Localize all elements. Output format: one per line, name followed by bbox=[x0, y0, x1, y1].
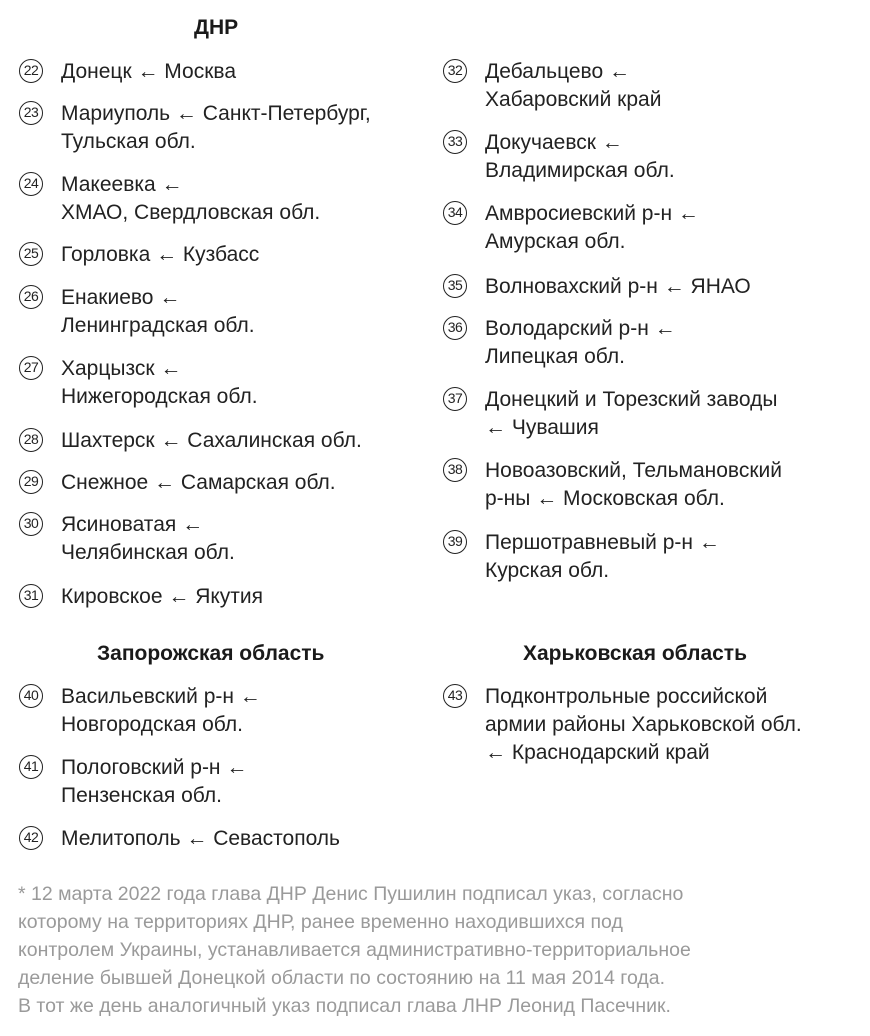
item-text-line: Докучаевск ← bbox=[485, 131, 623, 154]
item-text bbox=[61, 754, 247, 810]
item-text bbox=[61, 171, 320, 227]
item-text-line: Горловка ← Кузбасс bbox=[61, 243, 260, 266]
heading-kharkov: Харьковская область bbox=[523, 642, 747, 665]
item-text bbox=[485, 315, 676, 371]
item-number-badge: 25 bbox=[19, 242, 43, 266]
item-text-line: Новгородская обл. bbox=[61, 713, 243, 736]
item-number-badge: 33 bbox=[443, 130, 467, 154]
item-number-badge: 40 bbox=[19, 684, 43, 708]
item-text-line: р-ны ← Московская обл. bbox=[485, 487, 725, 510]
item-text-line: Амурская обл. bbox=[485, 230, 626, 253]
item-text-line: армии районы Харьковской обл. bbox=[485, 713, 802, 736]
item-text-line: ХМАО, Свердловская обл. bbox=[61, 201, 321, 224]
item-number-badge: 24 bbox=[19, 172, 43, 196]
item-text bbox=[61, 683, 261, 739]
item-text-line: Тульская обл. bbox=[61, 130, 196, 153]
footnote-line: В тот же день аналогичный указ подписал глава ЛНР Леонид Пасечник. bbox=[18, 995, 671, 1017]
item-number-badge: 23 bbox=[19, 101, 43, 125]
item-text bbox=[61, 511, 235, 567]
item-number-badge: 22 bbox=[19, 59, 43, 83]
heading-dnr: ДНР bbox=[194, 16, 239, 39]
item-text bbox=[61, 427, 362, 455]
item-text-line: Макеевка ← bbox=[61, 173, 183, 196]
item-text-line: Нижегородская обл. bbox=[61, 385, 258, 408]
item-text-line: Дебальцево ← bbox=[485, 60, 630, 83]
item-text-line: Владимирская обл. bbox=[485, 159, 675, 182]
item-number-badge: 30 bbox=[19, 512, 43, 536]
item-text bbox=[485, 683, 802, 767]
item-number-badge: 37 bbox=[443, 387, 467, 411]
item-text-line: Мариуполь ← Санкт-Петербург, bbox=[61, 102, 371, 125]
item-text bbox=[485, 457, 782, 513]
item-text-line: Хабаровский край bbox=[485, 88, 662, 111]
item-text-line: Пензенская обл. bbox=[61, 784, 222, 807]
item-text-line: Донецк ← Москва bbox=[61, 60, 236, 83]
footnote-line: контролем Украины, устанавливается административно-территориальное bbox=[18, 939, 691, 961]
item-number-badge: 27 bbox=[19, 356, 43, 380]
item-text-line: Липецкая обл. bbox=[485, 345, 625, 368]
item-text-line: ← Краснодарский край bbox=[485, 741, 710, 764]
item-number-badge: 42 bbox=[19, 826, 43, 850]
footnote-line: деление бывшей Донецкой области по состоянию на 11 мая 2014 года. bbox=[18, 967, 666, 989]
item-text-line: Кировское ← Якутия bbox=[61, 585, 264, 608]
item-text-line: Харцызск ← bbox=[61, 357, 182, 380]
item-text-line: Снежное ← Самарская обл. bbox=[61, 471, 336, 494]
item-text-line: Донецкий и Торезский заводы bbox=[485, 388, 778, 411]
item-text bbox=[485, 200, 699, 256]
footnote-line: * 12 марта 2022 года глава ДНР Денис Пушилин подписал указ, согласно bbox=[18, 883, 684, 905]
item-number-badge: 39 bbox=[443, 530, 467, 554]
item-number-badge: 43 bbox=[443, 684, 467, 708]
item-number-badge: 36 bbox=[443, 316, 467, 340]
item-number-badge: 38 bbox=[443, 458, 467, 482]
item-text-line: Новоазовский, Тельмановский bbox=[485, 459, 782, 482]
item-text-line: Шахтерск ← Сахалинская обл. bbox=[61, 429, 362, 452]
item-text-line: Васильевский р-н ← bbox=[61, 685, 261, 708]
item-text-line: Челябинская обл. bbox=[61, 541, 235, 564]
heading-zaporozhye: Запорожская область bbox=[97, 642, 325, 665]
item-number-badge: 31 bbox=[19, 584, 43, 608]
item-text bbox=[61, 58, 236, 86]
item-text-line: Пологовский р-н ← bbox=[61, 756, 248, 779]
item-text bbox=[485, 529, 720, 585]
item-text bbox=[61, 469, 336, 497]
item-text-line: Першотравневый р-н ← bbox=[485, 531, 720, 554]
item-text bbox=[61, 241, 259, 269]
footnote bbox=[18, 880, 863, 1020]
item-text bbox=[485, 58, 661, 114]
item-text bbox=[61, 825, 340, 853]
item-number-badge: 41 bbox=[19, 755, 43, 779]
item-text-line: Подконтрольные российской bbox=[485, 685, 768, 708]
item-text-line: Ясиноватая ← bbox=[61, 513, 204, 536]
item-text-line: Володарский р-н ← bbox=[485, 317, 676, 340]
item-number-badge: 28 bbox=[19, 428, 43, 452]
item-text bbox=[485, 386, 777, 442]
item-text-line: Волновахский р-н ← ЯНАО bbox=[485, 275, 751, 298]
item-text bbox=[61, 355, 258, 411]
item-text-line: Мелитополь ← Севастополь bbox=[61, 827, 340, 850]
item-text bbox=[61, 100, 371, 156]
footnote-line: которому на территориях ДНР, ранее временно находившихся под bbox=[18, 911, 623, 933]
item-text-line: Амвросиевский р-н ← bbox=[485, 202, 699, 225]
item-text bbox=[485, 273, 751, 301]
item-number-badge: 29 bbox=[19, 470, 43, 494]
item-text-line: ← Чувашия bbox=[485, 416, 599, 439]
item-number-badge: 35 bbox=[443, 274, 467, 298]
item-text-line: Енакиево ← bbox=[61, 286, 181, 309]
item-text bbox=[61, 583, 263, 611]
item-number-badge: 32 bbox=[443, 59, 467, 83]
item-text bbox=[485, 129, 675, 185]
item-text bbox=[61, 284, 255, 340]
item-number-badge: 26 bbox=[19, 285, 43, 309]
item-text-line: Ленинградская обл. bbox=[61, 314, 255, 337]
item-text-line: Курская обл. bbox=[485, 559, 610, 582]
item-number-badge: 34 bbox=[443, 201, 467, 225]
